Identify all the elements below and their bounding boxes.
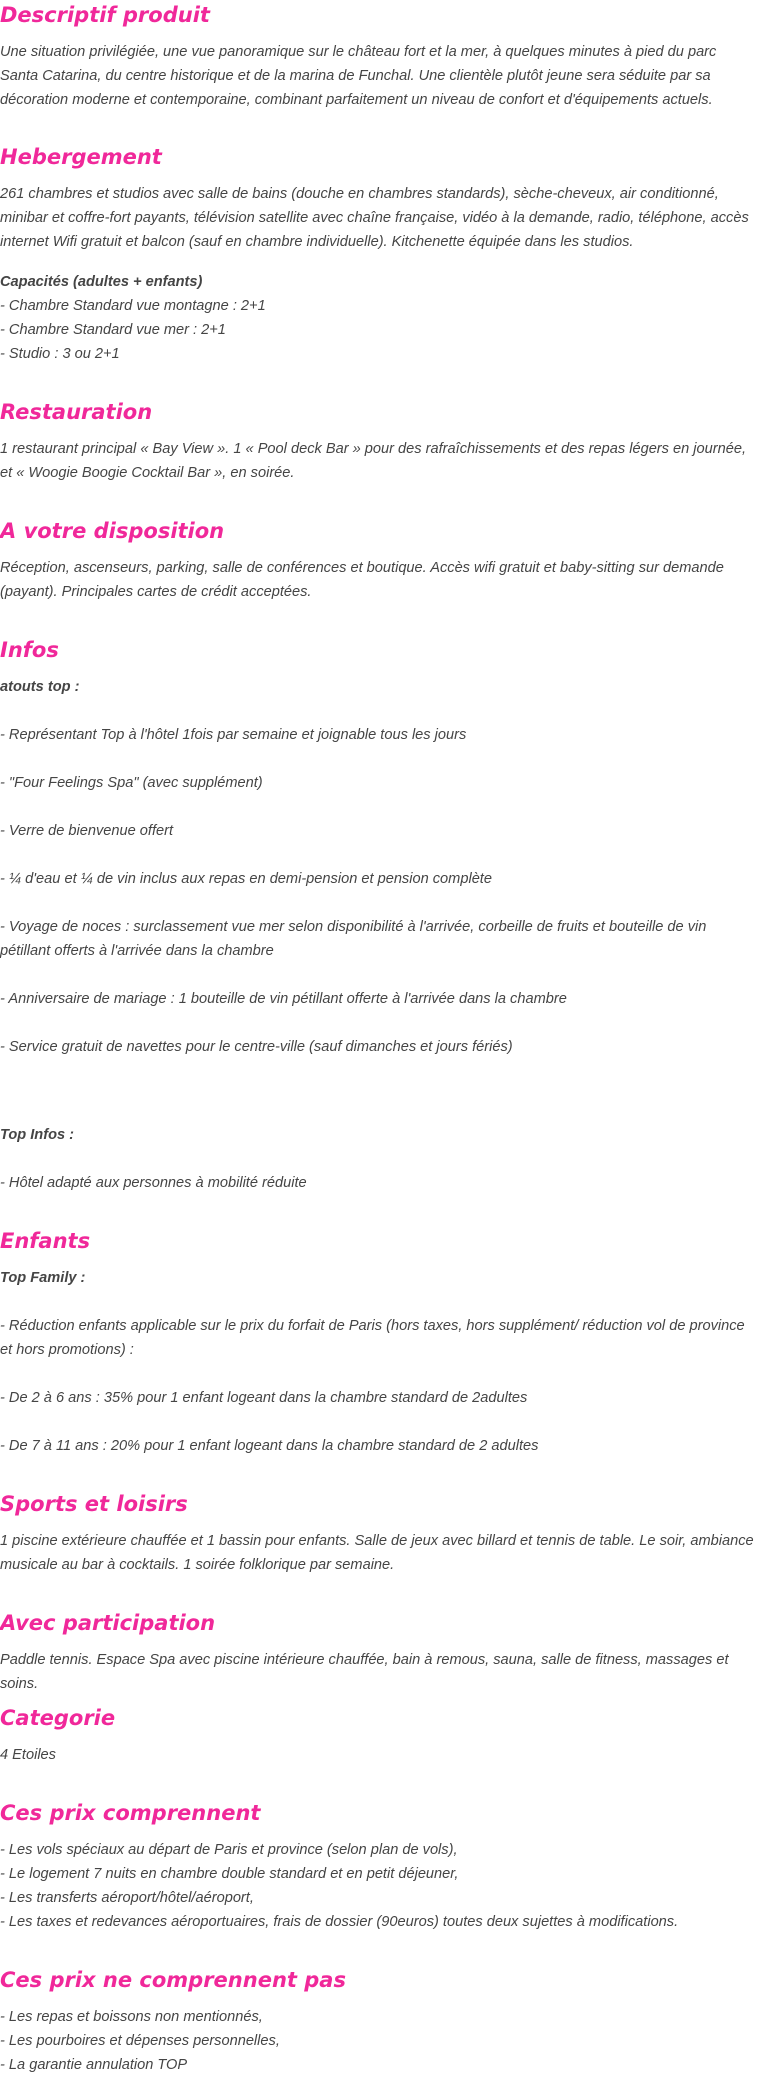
- comprennent-list: [0, 1838, 756, 1934]
- atout-item: - ¼ d'eau et ¼ de vin inclus aux repas en demi-pension et pension complète: [0, 871, 492, 887]
- section-title-sports: Sports et loisirs: [0, 1492, 188, 1516]
- list-item: - Chambre Standard vue montagne : 2+1: [0, 298, 266, 314]
- restauration-text: 1 restaurant principal « Bay View ». 1 « Pool deck Bar » pour des rafraîchissements et des repas légers en journée, et « Woogie Boogie Cocktail Bar », en soirée.: [0, 441, 747, 481]
- section-title-descriptif: Descriptif produit: [0, 3, 210, 27]
- hebergement-text: 261 chambres et studios avec salle de bains (douche en chambres standards), sèche-cheveux, air conditionné, minibar et coffre-fort payants, télévision satellite avec chaîne française, vidéo à la demande, radio, téléphone, accès internet Wifi gratuit et balcon (sauf en chambre individuelle). Kitchenette équipée dans les studios.: [0, 186, 749, 250]
- section-title-infos: Infos: [0, 638, 59, 662]
- section-title-comprennent: Ces prix comprennent: [0, 1801, 261, 1825]
- list-item: - Chambre Standard vue mer : 2+1: [0, 322, 226, 338]
- atout-item: - Service gratuit de navettes pour le centre-ville (sauf dimanches et jours fériés): [0, 1039, 513, 1055]
- categorie-text: 4 Etoiles: [0, 1747, 56, 1763]
- top-family-label: Top Family :: [0, 1270, 86, 1286]
- list-item: - Les vols spéciaux au départ de Paris et province (selon plan de vols),: [0, 1842, 458, 1858]
- list-item: - Le logement 7 nuits en chambre double standard et en petit déjeuner,: [0, 1866, 459, 1882]
- atout-item: - Verre de bienvenue offert: [0, 823, 174, 839]
- atout-item: - Voyage de noces : surclassement vue mer selon disponibilité à l'arrivée, corbeille de fruits et bouteille de vin pétillant offerts à l'arrivée dans la chambre: [0, 919, 707, 959]
- list-item: - Les repas et boissons non mentionnés,: [0, 2009, 263, 2025]
- section-title-categorie: Categorie: [0, 1706, 116, 1730]
- enfants-item: - De 7 à 11 ans : 20% pour 1 enfant logeant dans la chambre standard de 2 adultes: [0, 1438, 539, 1454]
- sports-text: 1 piscine extérieure chauffée et 1 bassin pour enfants. Salle de jeux avec billard et tennis de table. Le soir, ambiance musicale au bar à cocktails. 1 soirée folklorique par semaine.: [0, 1533, 754, 1573]
- section-title-enfants: Enfants: [0, 1229, 91, 1253]
- atouts-label: atouts top :: [0, 679, 80, 695]
- participation-text: Paddle tennis. Espace Spa avec piscine intérieure chauffée, bain à remous, sauna, salle de fitness, massages et soins.: [0, 1652, 729, 1692]
- enfants-item: - Réduction enfants applicable sur le prix du forfait de Paris (hors taxes, hors supplément/ réduction vol de province et hors promotions) :: [0, 1318, 745, 1358]
- atout-item: - "Four Feelings Spa" (avec supplément): [0, 775, 263, 791]
- atout-item: - Anniversaire de mariage : 1 bouteille de vin pétillant offerte à l'arrivée dans la chambre: [0, 991, 567, 1007]
- top-infos-label: Top Infos :: [0, 1127, 75, 1143]
- section-title-disposition: A votre disposition: [0, 519, 225, 543]
- section-title-ne-comprennent: Ces prix ne comprennent pas: [0, 1968, 346, 1992]
- atout-item: - Représentant Top à l'hôtel 1fois par semaine et joignable tous les jours: [0, 727, 467, 743]
- section-title-participation: Avec participation: [0, 1611, 216, 1635]
- top-info-item: - Hôtel adapté aux personnes à mobilité réduite: [0, 1175, 307, 1191]
- section-title-restauration: Restauration: [0, 400, 153, 424]
- list-item: - Les transferts aéroport/hôtel/aéroport,: [0, 1890, 254, 1906]
- section-title-hebergement: Hebergement: [0, 145, 162, 169]
- disposition-text: Réception, ascenseurs, parking, salle de conférences et boutique. Accès wifi gratuit et baby-sitting sur demande (payant). Principales cartes de crédit acceptées.: [0, 560, 724, 600]
- list-item: - Les taxes et redevances aéroportuaires, frais de dossier (90euros) toutes deux sujettes à modifications.: [0, 1914, 679, 1930]
- ne-comprennent-list: [0, 2005, 756, 2077]
- descriptif-text: Une situation privilégiée, une vue panoramique sur le château fort et la mer, à quelques minutes à pied du parc Santa Catarina, du centre historique et de la marina de Funchal. Une clientèle plutôt jeune sera séduite par sa décoration moderne et contemporaine, combinant parfaitement un niveau de confort et d'équipements actuels.: [0, 44, 717, 108]
- list-item: - Studio : 3 ou 2+1: [0, 346, 120, 362]
- list-item: - La garantie annulation TOP: [0, 2057, 188, 2073]
- capacites-list: [0, 294, 756, 366]
- capacites-label: Capacités (adultes + enfants): [0, 274, 203, 290]
- list-item: - Les pourboires et dépenses personnelles,: [0, 2033, 280, 2049]
- enfants-item: - De 2 à 6 ans : 35% pour 1 enfant logeant dans la chambre standard de 2adultes: [0, 1390, 528, 1406]
